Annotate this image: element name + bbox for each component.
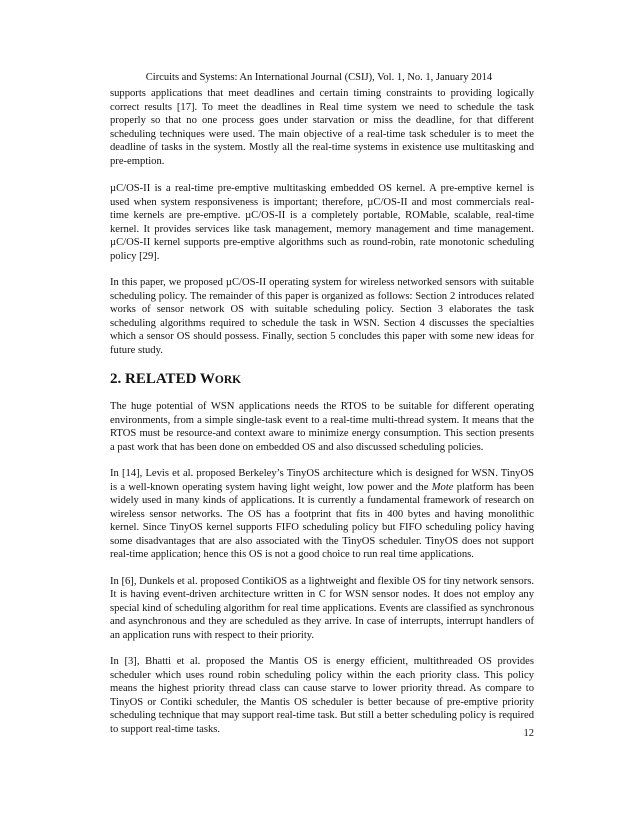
- section-title-smallcaps: ORK: [214, 374, 242, 386]
- section-number: 2: [110, 371, 118, 387]
- page-number: 12: [523, 728, 534, 739]
- section-heading-related-work: [110, 370, 534, 389]
- paragraph-paper-outline: In this paper, we proposed µC/OS-II operating system for wireless networked sensors with suitable scheduling policy. The remainder of this paper is organized as follows: Section 2 introduces related works of sensor network OS with suitable scheduling policy. Section 3 elaborates the task scheduling algorithms required to schedule the task in WSN. Section 4 discusses the specialties which a sensor OS should possess. Finally, section 5 concludes this paper with some new ideas for future study.: [110, 277, 534, 356]
- paragraph-contikios: In [6], Dunkels et al. proposed ContikiOS as a lightweight and flexible OS for tiny network sensors. It is having event-driven architecture written in C for WSN sensor nodes. It does not employ any special kind of scheduling algorithm for real time applications. Events are classified as synchronous and asynchronous and they are scheduled as they arrive. In case of interrupts, interrupt handlers of an application runs with respect to their priority.: [110, 575, 534, 641]
- paragraph-ucos-ii: µC/OS-II is a real-time pre-emptive multitasking embedded OS kernel. A pre-emptive kernel is used when system responsiveness is important; therefore, µC/OS-II and most commercials real-time kernels are pre-emptive. µC/OS-II is a completely portable, ROMable, scalable, real-time kernel. It provides services like task management, memory management and time management. µC/OS-II kernel supports pre-emptive algorithms such as round-robin, rate monotonic scheduling policy [29].: [110, 183, 534, 262]
- section-title-main: . RELATED W: [117, 371, 215, 387]
- paragraph-wsn-rtos: The huge potential of WSN applications needs the RTOS to be suitable for different operating environments, from a simple single-task event to a real-time multi-thread system. It means that the RTOS must be resource-and context aware to minimize energy consumption. This section presents a past work that has been done on embedded OS and also discussed scheduling policies.: [110, 401, 534, 453]
- paragraph-tinyos: [110, 467, 534, 562]
- page-content: [110, 87, 534, 749]
- running-head: Circuits and Systems: An International Journal (CSIJ), Vol. 1, No. 1, January 2014: [145, 72, 493, 83]
- tinyos-text-b: platform has been widely used in many kinds of applications. It is currently a fundamental framework of research on wireless sensor networks. The OS has a footprint that fits in 400 bytes and having monolithic kernel. Since TinyOS kernel supports FIFO scheduling policy but FIFO scheduling policy having some disadvantages that are also associated with the TinyOS scheduler. TinyOS does not support real-time application; hence this OS is not a good choice to run real time applications.: [110, 481, 534, 560]
- paragraph-intro-continued: supports applications that meet deadlines and certain timing constraints to providing logically correct results [17]. To meet the deadlines in Real time system we need to schedule the task properly so that no one process goes under starvation or miss the deadline, for that different scheduling techniques were used. The main objective of a real-time task scheduler is to meet the deadline of tasks in the system. Mostly all the real-time systems in existence use multitasking and pre-emption.: [110, 88, 534, 167]
- paragraph-mantis-os: In [3], Bhatti et al. proposed the Mantis OS is energy efficient, multithreaded OS provides scheduler which uses round robin scheduling policy within the each priority class. This policy means the highest priority thread class can cause starve to lower priority thread. As compare to TinyOS or Contiki scheduler, the Mantis OS scheduler is better because of pre-emptive priority scheduling technique that may support real-time task. But still a better scheduling policy is required to support real-time tasks.: [110, 656, 534, 735]
- tinyos-text-a: In [14], Levis et al. proposed Berkeley’s TinyOS architecture which is designed for WSN. TinyOS is a well-known operating system having light weight, low power and the: [110, 468, 534, 493]
- mote-platform-term: Mote: [431, 481, 454, 493]
